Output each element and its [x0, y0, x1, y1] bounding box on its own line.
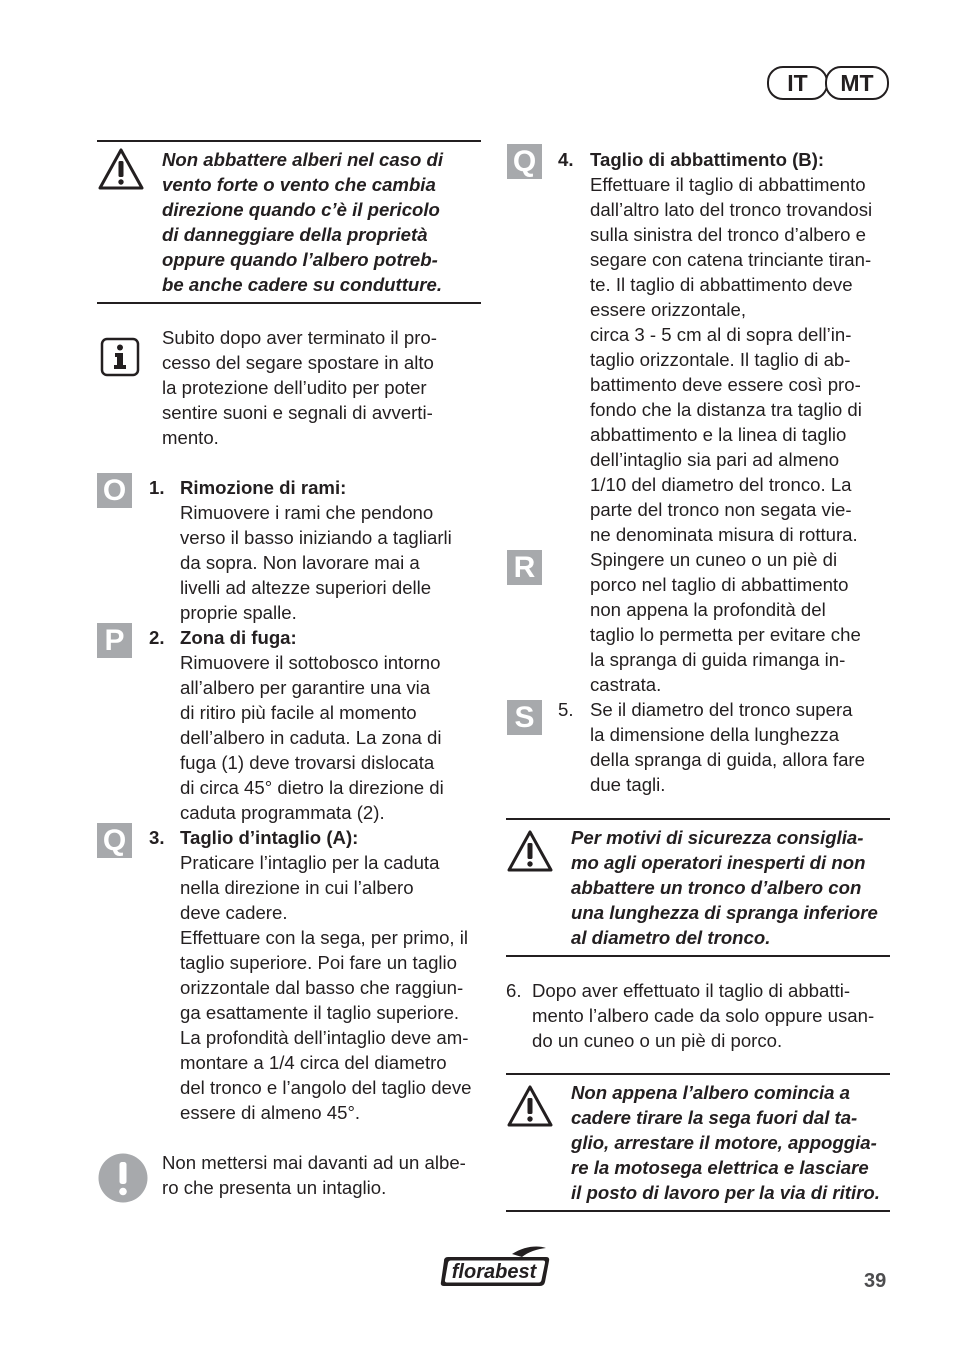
step-1-remove-branches: O 1. Rimozione di rami: Rimuovere i rami che pendono verso il basso iniziando a tagliarli da sopra. Non lavorare mai a livelli ad altezze superiori delle proprie spalle.	[97, 475, 481, 625]
step-number: 1.	[149, 477, 165, 498]
language-badges	[767, 66, 889, 98]
info-note-hearing	[97, 325, 481, 450]
language-badge-it: IT	[767, 66, 828, 100]
warning-box-storm	[97, 140, 481, 304]
figure-ref-letter-s: S	[507, 700, 542, 735]
right-column	[506, 140, 890, 1212]
step-3-notch-cut: Q 3. Taglio d’intaglio (A): Praticare l’intaglio per la caduta nella direzione in cui l’albero deve cadere. Effettuare con la sega, per primo, il taglio superiore. Poi fare un taglio orizzontale dal basso che raggiun- ga esattamente il taglio superiore. La profondità dell’intaglio deve am- montare a 1/4 circa del diametro del tronco e l’angolo del taglio deve essere di almeno 45°.	[97, 825, 481, 1125]
warning-box-retreat	[506, 1073, 890, 1212]
language-badge-mt: MT	[825, 66, 889, 100]
warning-triangle-icon	[97, 147, 145, 191]
warning-text-inexperienced: Per motivi di sicurezza consiglia- mo agli operatori inesperti di non abbattere un tronco d’albero con una lunghezza di spranga inferiore al diametro del tronco.	[571, 827, 878, 948]
step-2-escape-zone: P 2. Zona di fuga: Rimuovere il sottobosco intorno all’albero per garantire una via di ritiro più facile al momento dell’albero in caduta. La zona di fuga (1) deve trovarsi dislocata di circa 45° dietro la direzione di caduta programmata (2).	[97, 625, 481, 825]
figure-ref-letter-q: Q	[97, 823, 132, 858]
step-4-felling-cut: Q R 4. Taglio di abbattimento (B): Effettuare il taglio di abbattimento dall’altro lato del tronco trovandosi sulla sinistra del tronco d’albero e segare con catena trinciante tiran- te. Il taglio di abbattimento deve essere orizzontale, circa 3 - 5 cm al di sopra dell’in- taglio orizzontale. Il taglio di ab- battimento deve essere così pro- fondo che la distanza tra taglio di abbattimento e la linea di taglio dell’intaglio sia pari ad almeno 1/10 del diametro del tronco. La parte del tronco non segata vie- ne denominata misura di rottura. Spingere un cuneo o un piè di porco nel taglio di abbattimento non appena la profondità del taglio lo permetta per evitare che la spranga di guida rimanga in- castrata.	[506, 140, 890, 697]
step-title: Zona di fuga:	[180, 627, 297, 648]
step-number: 5.	[558, 699, 574, 720]
figure-ref-letter-q: Q	[507, 144, 542, 179]
step-title: Rimozione di rami:	[180, 477, 347, 498]
warning-box-inexperienced	[506, 818, 890, 957]
step-5-two-cuts: S 5. Se il diametro del tronco supera la dimensione della lunghezza della spranga di guida, allora fare due tagli.	[506, 697, 890, 797]
step-number: 4.	[558, 149, 574, 170]
figure-ref-letter-p: P	[97, 623, 132, 658]
step-6-tree-falls: 6. Dopo aver effettuato il taglio di abbatti- mento l’albero cade da solo oppure usan- do un cuneo o un piè di porco.	[506, 980, 875, 1051]
warning-text-storm: Non abbattere alberi nel caso di vento forte o vento che cambia direzione quando c’è il pericolo di danneggiare della proprietà oppure quando l’albero potreb- be anche cadere su condutture.	[162, 149, 444, 295]
brand-name: florabest	[451, 1261, 537, 1283]
info-icon	[100, 337, 140, 377]
caution-text-notch: Non mettersi mai davanti ad un albe- ro che presenta un intaglio.	[162, 1152, 466, 1198]
page-number: 39	[864, 1270, 887, 1292]
step-title: Taglio d’intaglio (A):	[180, 827, 359, 848]
step-number: 6.	[506, 980, 522, 1001]
step-title: Taglio di abbattimento (B):	[590, 149, 825, 170]
warning-text-retreat: Non appena l’albero comincia a cadere tirare la sega fuori dal ta- glio, arrestare il motore, appoggia- re la motosega elettrica e lasciare il posto di lavoro per la via di ritiro.	[571, 1082, 880, 1203]
warning-triangle-icon	[506, 1084, 554, 1128]
exclamation-circle-icon	[98, 1153, 148, 1203]
figure-ref-letter-o: O	[97, 473, 132, 508]
figure-ref-letter-r: R	[507, 550, 542, 585]
step-number: 2.	[149, 627, 165, 648]
florabest-logo	[438, 1244, 552, 1290]
info-text-hearing: Subito dopo aver terminato il pro- cesso del segare spostare in alto la protezione dell’udito per poter sentire suoni e segnali di avverti- mento.	[162, 327, 437, 448]
step-number: 3.	[149, 827, 165, 848]
left-column	[97, 140, 481, 1200]
caution-note-notch	[97, 1150, 481, 1200]
warning-triangle-icon	[506, 829, 554, 873]
